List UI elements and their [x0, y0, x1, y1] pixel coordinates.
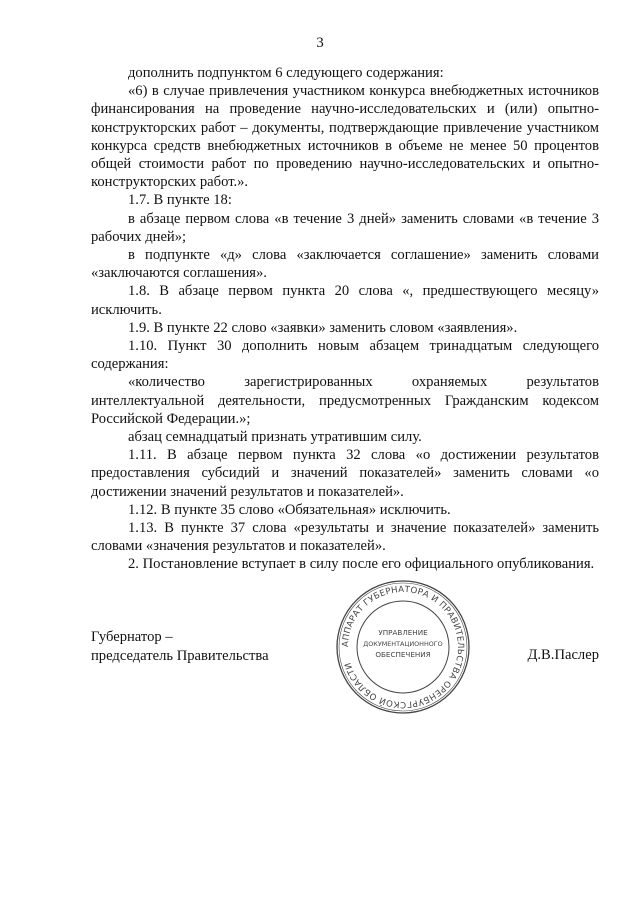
paragraph: в абзаце первом слова «в течение 3 дней» заменить словами «в течение 3 рабочих дней»;	[91, 210, 599, 245]
official-stamp	[334, 578, 472, 716]
stamp-center-line1: УПРАВЛЕНИЕ	[378, 628, 428, 637]
page-number: 3	[316, 35, 324, 51]
paragraph: 1.12. В пункте 35 слово «Обязательная» исключить.	[128, 501, 451, 518]
stamp-center-line2: ДОКУМЕНТАЦИОННОГО	[363, 640, 443, 648]
stamp-ring-text: АППАРАТ ГУБЕРНАТОРА И ПРАВИТЕЛЬСТВА ОРЕНБУРГСКОЙ ОБЛАСТИ	[340, 584, 466, 710]
paragraph: 1.8. В абзаце первом пункта 20 слова «, предшествующего месяцу» исключить.	[91, 283, 599, 318]
paragraph: абзац семнадцатый признать утратившим силу.	[128, 429, 422, 446]
paragraph: дополнить подпунктом 6 следующего содержания:	[128, 65, 444, 81]
paragraph: «количество зарегистрированных охраняемых результатов интеллектуальной деятельности, предусмотренных Гражданским кодексом Российской Федерации.»;	[91, 374, 599, 427]
paragraph: 1.9. В пункте 22 слово «заявки» заменить словом «заявления».	[128, 319, 518, 336]
paragraph: 1.10. Пункт 30 дополнить новым абзацем тринадцатым следующего содержания:	[91, 338, 599, 373]
paragraph: «6) в случае привлечения участником конкурса внебюджетных источников финансирования на проведение научно-исследовательских и (или) опытно-конструкторских работ – документы, подтверждающие привлечение участником конкурса средств внебюджетных источников в объеме не менее 50 процентов общей стоимости работ по проведению научно-исследовательских и опытно-конструкторских работ.».	[91, 83, 599, 191]
stamp-seal	[334, 578, 472, 716]
signatory-title	[91, 628, 269, 666]
paragraph: 1.13. В пункте 37 слова «результаты и значение показателей» заменить словами «значения результатов и показателей».	[91, 520, 599, 555]
paragraph: 2. Постановление вступает в силу после его официального опубликования.	[128, 556, 595, 573]
signatory-name: Д.В.Паслер	[527, 647, 599, 663]
signatory-title-line1: Губернатор –	[91, 629, 173, 645]
paragraph: в подпункте «д» слова «заключается соглашение» заменить словами «заключаются соглашения».	[91, 247, 599, 282]
paragraph: 1.7. В пункте 18:	[128, 192, 232, 209]
signatory-title-line2: председатель Правительства	[91, 648, 269, 664]
paragraph: 1.11. В абзаце первом пункта 32 слова «о достижении результатов предоставления субсидий и значений показателей» заменить словами «о достижении значений результатов и показателей».	[91, 447, 599, 500]
document-body	[91, 64, 599, 574]
stamp-center-line3: ОБЕСПЕЧЕНИЯ	[375, 650, 431, 659]
